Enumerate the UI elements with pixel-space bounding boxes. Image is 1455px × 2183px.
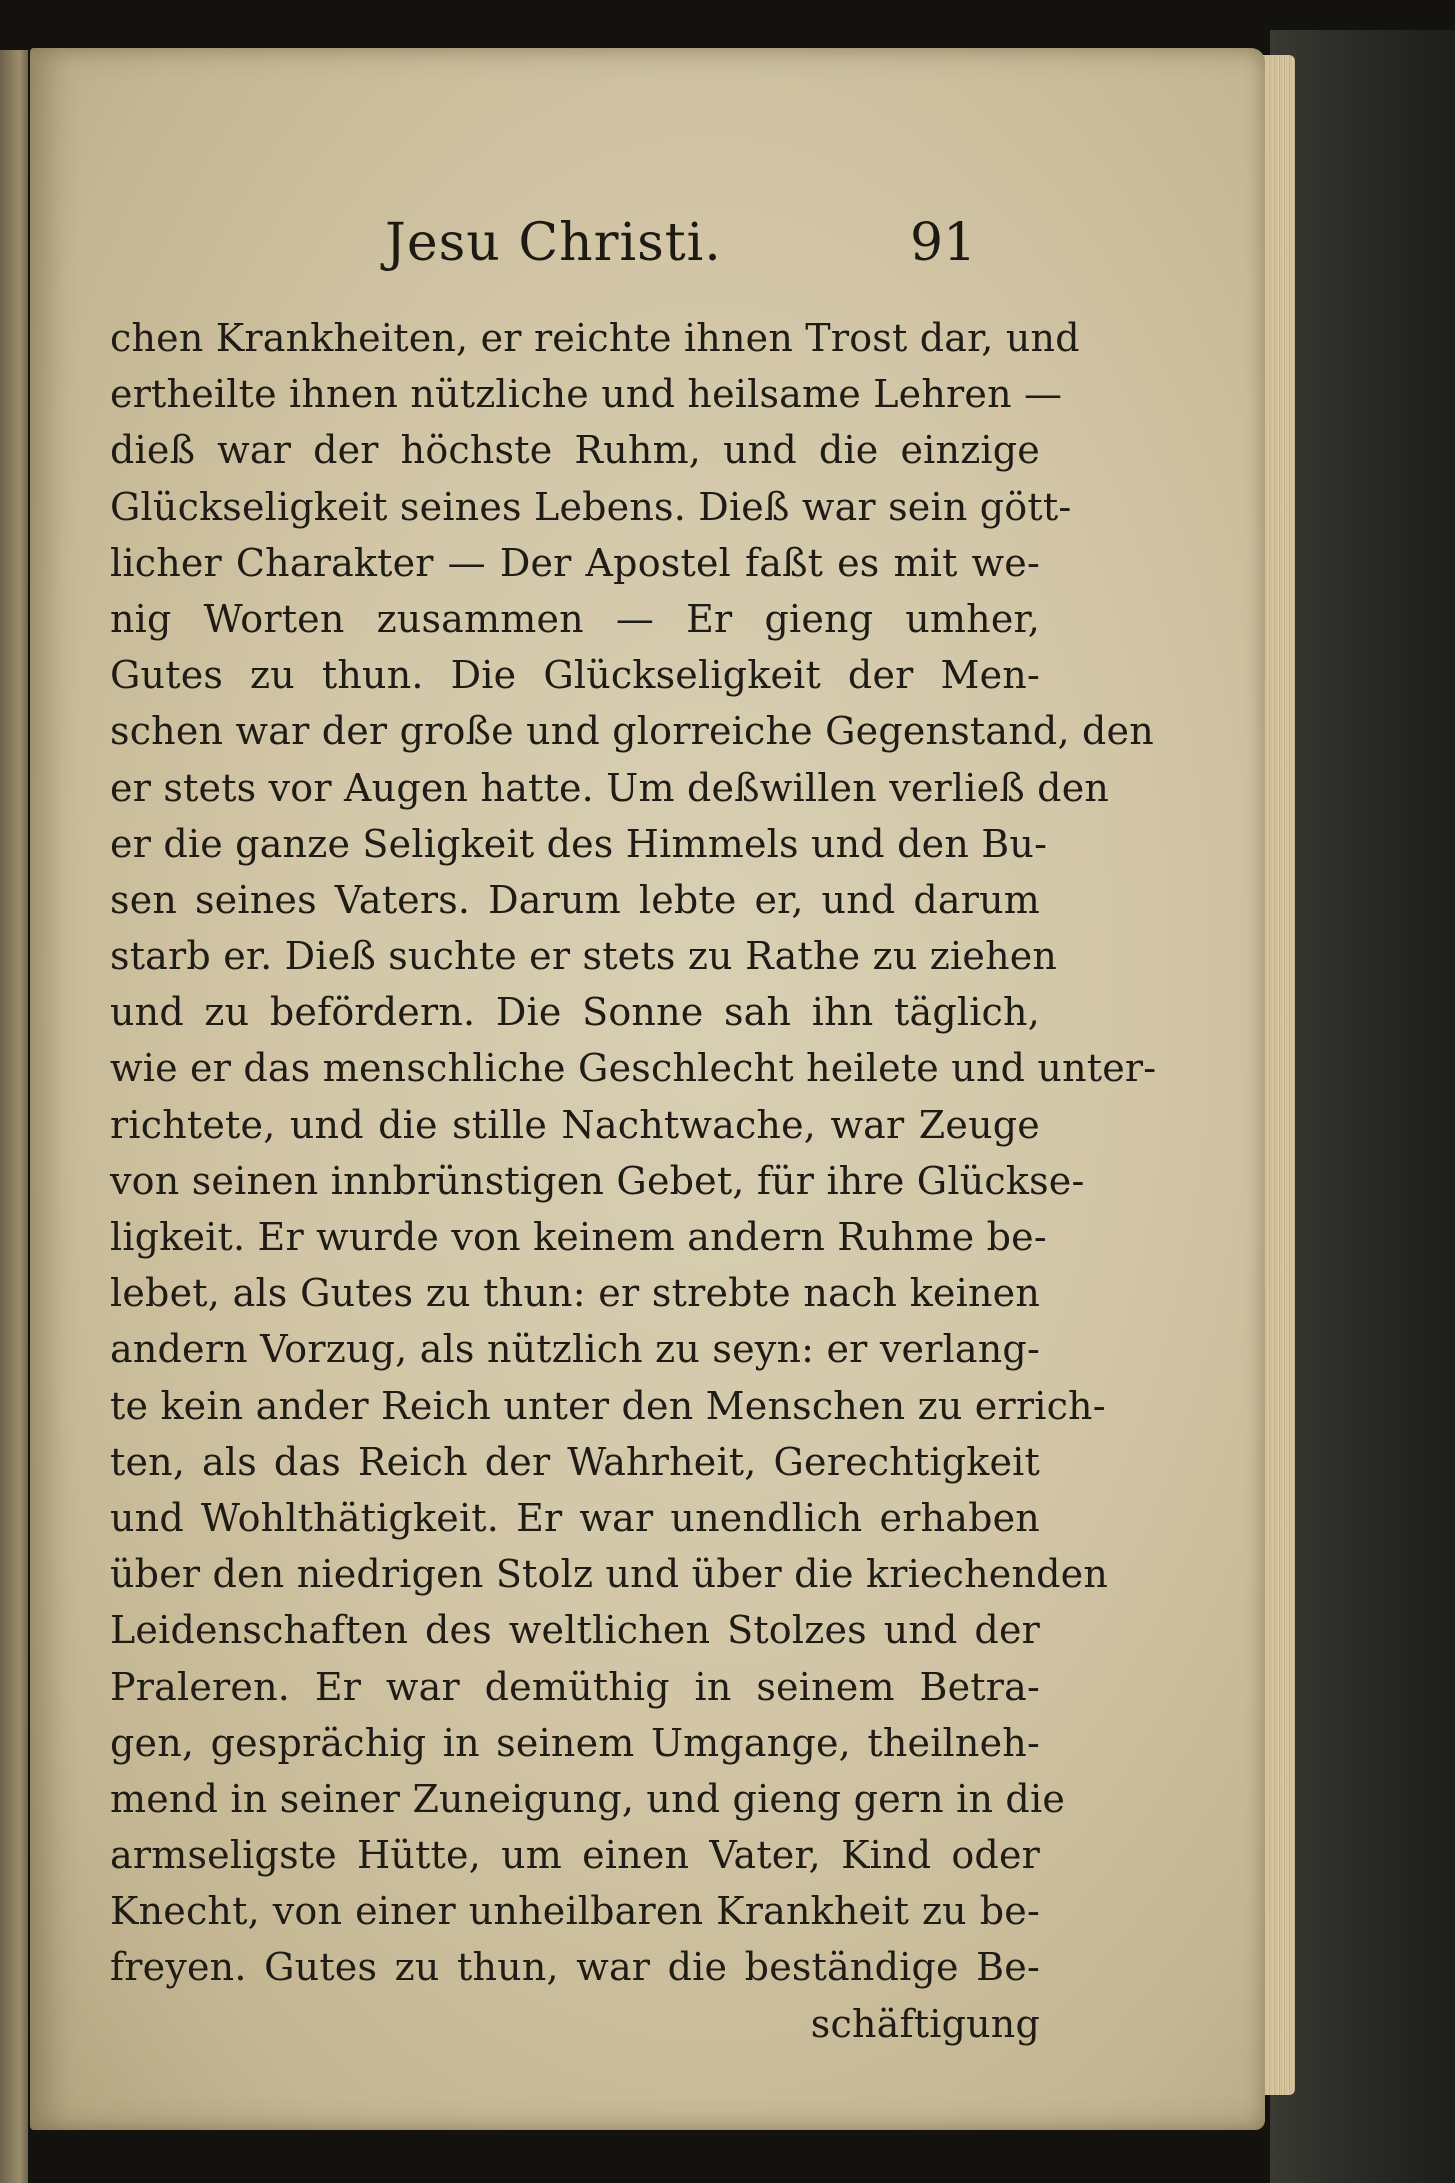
text-line: sen seines Vaters. Darum lebte er, und darum xyxy=(110,877,1040,922)
text-line: freyen. Gutes zu thun, war die beständige Be- xyxy=(110,1945,1040,1990)
book-cover xyxy=(1270,30,1455,2183)
book-page xyxy=(30,48,1265,2130)
text-line: dieß war der höchste Ruhm, und die einzige xyxy=(110,428,1040,473)
text-line: chen Krankheiten, er reichte ihnen Trost dar, und xyxy=(110,316,1080,360)
text-line: mend in seiner Zuneigung, und gieng gern in die xyxy=(110,1776,1066,1821)
text-line: wie er das menschliche Geschlecht heilete und unter- xyxy=(110,1046,1157,1091)
text-line: lebet, als Gutes zu thun: er strebte nach keinen xyxy=(110,1271,1040,1316)
page-number: 91 xyxy=(910,213,977,273)
text-line: ertheilte ihnen nützliche und heilsame Lehren — xyxy=(110,372,1063,417)
running-title: Jesu Christi. xyxy=(385,213,722,273)
text-line: Praleren. Er war demüthig in seinem Betra- xyxy=(110,1664,1040,1709)
text-line: Glückseligkeit seines Lebens. Dieß war sein gött- xyxy=(110,484,1072,529)
text-line: ligkeit. Er wurde von keinem andern Ruhme be- xyxy=(110,1215,1047,1259)
text-line: andern Vorzug, als nützlich zu seyn: er verlang- xyxy=(110,1327,1040,1372)
text-line: te kein ander Reich unter den Menschen zu errich- xyxy=(110,1383,1106,1428)
text-line: armseligste Hütte, um einen Vater, Kind oder xyxy=(110,1833,1040,1878)
text-line: er stets vor Augen hatte. Um deßwillen verließ den xyxy=(110,765,1110,810)
text-line: starb er. Dieß suchte er stets zu Rathe zu ziehen xyxy=(110,934,1058,979)
text-line: nig Worten zusammen — Er gieng umher, xyxy=(110,596,1040,641)
text-line: licher Charakter — Der Apostel faßt es mit we- xyxy=(110,540,1040,585)
page-header xyxy=(30,213,1265,293)
catchword: schäftigung xyxy=(810,2001,1040,2046)
text-line: Knecht, von einer unheilbaren Krankheit zu be- xyxy=(110,1889,1040,1934)
text-line: richtete, und die stille Nachtwache, war Zeuge xyxy=(110,1102,1040,1147)
text-line: über den niedrigen Stolz und über die kriechenden xyxy=(110,1552,1109,1597)
text-line: schen war der große und glorreiche Gegenstand, den xyxy=(110,709,1154,754)
text-line: und Wohlthätigkeit. Er war unendlich erhaben xyxy=(110,1495,1040,1540)
text-line: und zu befördern. Die Sonne sah ihn täglich, xyxy=(110,990,1040,1035)
adjacent-page-edge xyxy=(0,50,28,2183)
text-line: Leidenschaften des weltlichen Stolzes und der xyxy=(110,1608,1040,1653)
text-line: gen, gesprächig in seinem Umgange, theilneh- xyxy=(110,1720,1040,1765)
text-line: er die ganze Seligkeit des Himmels und den Bu- xyxy=(110,821,1048,866)
body-text xyxy=(110,310,1157,2052)
text-line: ten, als das Reich der Wahrheit, Gerechtigkeit xyxy=(110,1439,1040,1484)
text-line: Gutes zu thun. Die Glückseligkeit der Men- xyxy=(110,653,1040,698)
text-line: von seinen innbrünstigen Gebet, für ihre Glückse- xyxy=(110,1158,1085,1203)
